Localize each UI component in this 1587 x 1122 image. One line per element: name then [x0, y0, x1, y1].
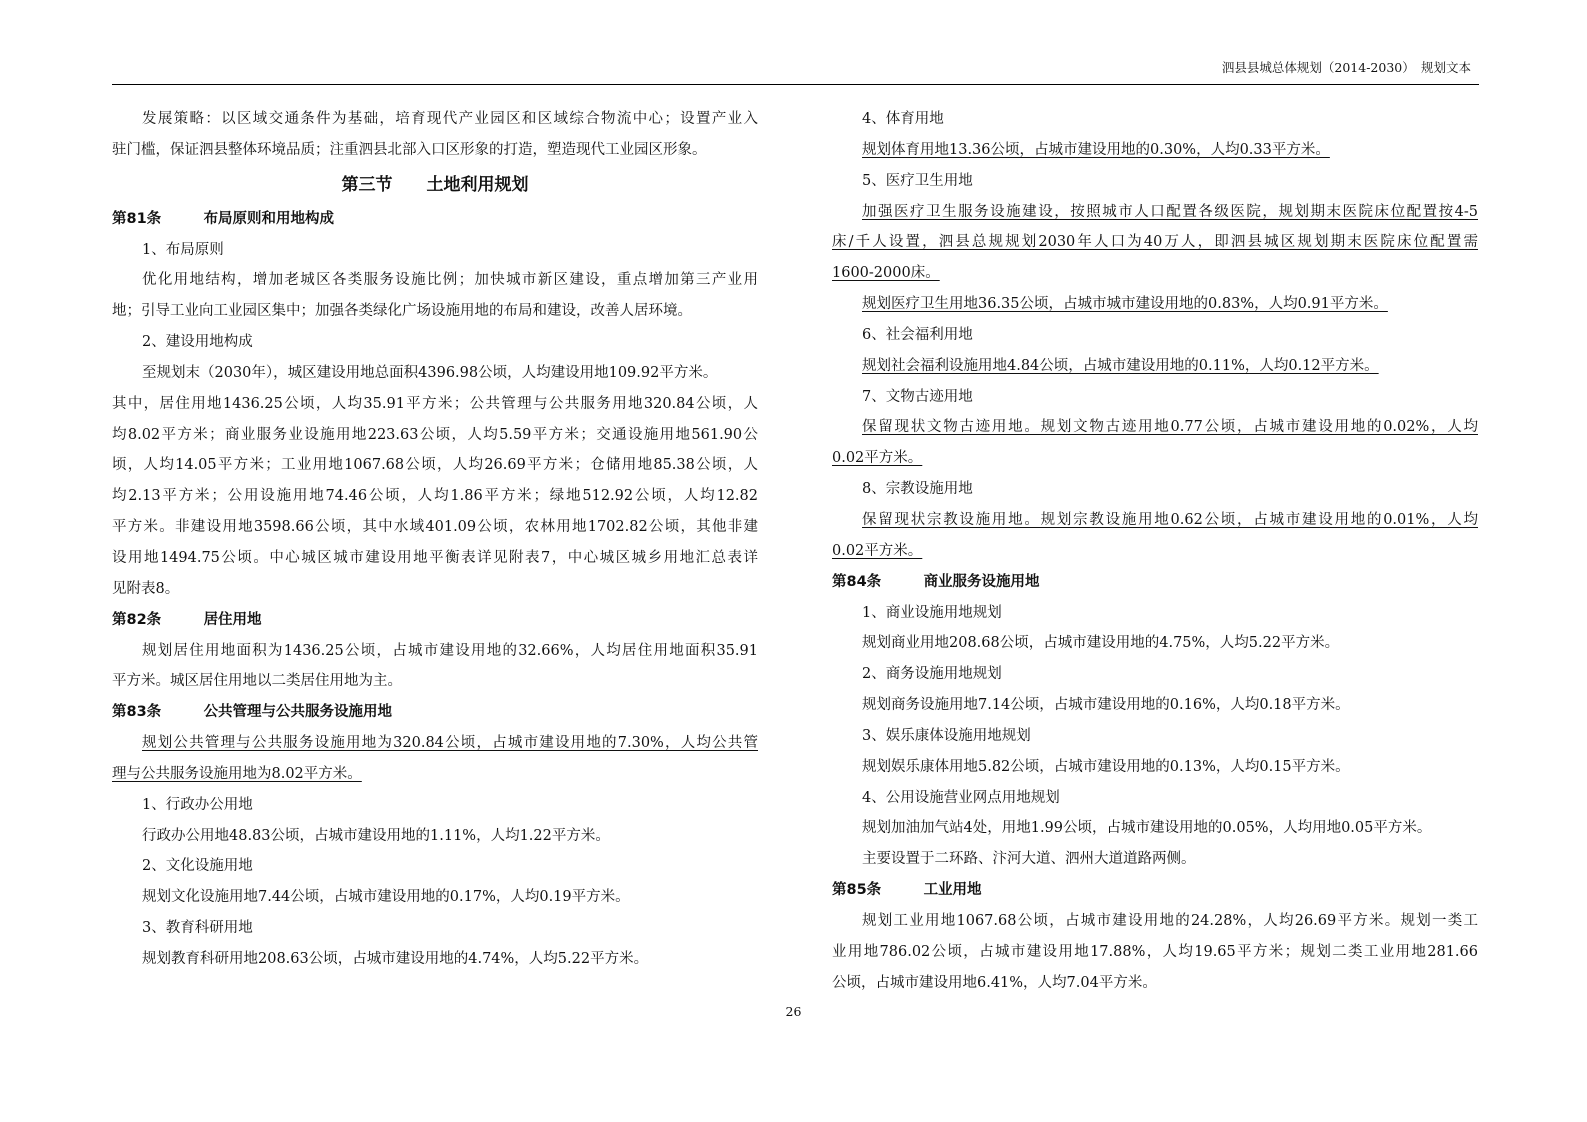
article-title: 公共管理与公共服务设施用地: [203, 704, 393, 721]
article-title: 布局原则和用地构成: [203, 210, 335, 227]
text-line-content: 规划公共管理与公共服务设施用地为320.84公顷，占城市建设用地的7.30%，人均公共管: [142, 735, 758, 752]
text-line: [832, 505, 1478, 536]
text-line-content: 驻门槛，保证泗县整体环境品质；注重泗县北部入口区形象的打造，塑造现代工业园区形象。: [112, 141, 707, 158]
text-line: [832, 382, 1478, 413]
article-number: 第83条: [112, 704, 162, 721]
text-line-content: 至规划末（2030年），城区建设用地总面积4396.98公顷，人均建设用地109.92平方米。: [142, 364, 718, 381]
text-line: [832, 320, 1478, 351]
text-line: [112, 882, 758, 913]
text-line-content: 顷，人均14.05平方米；工业用地1067.68公顷，人均26.69平方米；仓储用地85.38公顷，人: [112, 457, 758, 474]
text-line: [832, 659, 1478, 690]
text-line: [112, 135, 758, 166]
text-line: [832, 690, 1478, 721]
text-line-content: 0.02平方米。: [832, 542, 923, 559]
page-number: 26: [785, 1004, 802, 1019]
text-line-content: 1、行政办公用地: [142, 796, 253, 813]
text-line-content: 4、公用设施营业网点用地规划: [862, 789, 1060, 806]
left-column: [112, 104, 758, 975]
text-line: [112, 851, 758, 882]
text-line-content: 其中，居住用地1436.25公顷，人均35.91平方米；公共管理与公共服务用地320.84公顷，人: [112, 395, 758, 412]
text-line-content: 规划加油加气站4处，用地1.99公顷，占城市建设用地的0.05%，人均用地0.05平方米。: [862, 820, 1432, 837]
page-header: [112, 52, 1479, 85]
text-line-content: 发展策略：以区域交通条件为基础，培育现代产业园区和区域综合物流中心；设置产业入: [142, 111, 758, 127]
text-line-content: 3、娱乐康体设施用地规划: [862, 727, 1031, 744]
text-line-content: 1、商业设施用地规划: [862, 604, 1002, 621]
text-line: [832, 258, 1478, 289]
text-line-content: 平方米。城区居住用地以二类居住用地为主。: [112, 673, 402, 690]
text-line: [832, 844, 1478, 875]
header-title: 泗县县城总体规划（2014-2030） 规划文本: [1221, 60, 1471, 75]
text-line-content: 设用地1494.75公顷。中心城区城市建设用地平衡表详见附表7，中心城区城乡用地汇总表详: [112, 549, 758, 566]
text-line: [112, 728, 758, 759]
text-line-content: 规划居住用地面积为1436.25公顷，占城市建设用地的32.66%，人均居住用地面积35.91: [142, 642, 758, 659]
text-line: [832, 135, 1478, 166]
article-number: 第84条: [832, 573, 882, 590]
article-title: 商业服务设施用地: [923, 573, 1040, 590]
text-line-content: 理与公共服务设施用地为8.02平方米。: [112, 765, 362, 782]
article-heading: [832, 875, 1478, 906]
text-line-content: 地；引导工业向工业园区集中；加强各类绿化广场设施用地的布局和建设，改善人居环境。: [112, 303, 692, 320]
text-line: [832, 536, 1478, 567]
text-line-content: 1600-2000床。: [832, 265, 940, 282]
text-line: [112, 821, 758, 852]
text-line-content: 规划社会福利设施用地4.84公顷，占城市建设用地的0.11%，人均0.12平方米。: [862, 357, 1379, 374]
text-line-content: 均8.02平方米；商业服务业设施用地223.63公顷，人均5.59平方米；交通设施用地561.90公: [112, 426, 758, 443]
text-line: [832, 443, 1478, 474]
section-title: 第三节 土地利用规划: [341, 174, 529, 195]
text-line: [112, 358, 758, 389]
text-line-content: 规划工业用地1067.68公顷，占城市建设用地的24.28%，人均26.69平方米。规划一类工: [862, 912, 1478, 929]
text-line: [832, 104, 1478, 135]
text-line-content: 均2.13平方米；公用设施用地74.46公顷，人均1.86平方米；绿地512.92公顷，人均12.82: [112, 488, 758, 505]
text-line-content: 优化用地结构，增加老城区各类服务设施比例；加快城市新区建设，重点增加第三产业用: [142, 272, 758, 289]
text-line-content: 规划体育用地13.36公顷，占城市建设用地的0.30%，人均0.33平方米。: [862, 141, 1330, 158]
text-line-content: 公顷，占城市建设用地6.41%，人均7.04平方米。: [832, 974, 1157, 991]
text-line: [112, 543, 758, 574]
text-line: [112, 265, 758, 296]
text-line: [832, 813, 1478, 844]
article-number: 第81条: [112, 210, 162, 227]
text-line-content: 4、体育用地: [862, 111, 944, 127]
right-column: [832, 104, 1478, 998]
text-line-content: 业用地786.02公顷，占城市建设用地17.88%，人均19.65平方米；规划二类工业用地281.66: [832, 943, 1478, 960]
text-line: [832, 474, 1478, 505]
text-line-content: 2、建设用地构成: [142, 334, 253, 351]
text-line: [832, 598, 1478, 629]
text-line: [832, 783, 1478, 814]
text-line: [832, 289, 1478, 320]
text-line-content: 2、文化设施用地: [142, 858, 253, 875]
text-line: [112, 759, 758, 790]
text-line-content: 保留现状宗教设施用地。规划宗教设施用地0.62公顷，占城市建设用地的0.01%，人均: [862, 511, 1478, 528]
text-line-content: 保留现状文物古迹用地。规划文物古迹用地0.77公顷，占城市建设用地的0.02%，人均: [862, 419, 1478, 436]
text-line-content: 6、社会福利用地: [862, 326, 973, 343]
text-line: [112, 104, 758, 135]
article-heading: [112, 605, 758, 636]
text-line-content: 加强医疗卫生服务设施建设，按照城市人口配置各级医院，规划期末医院床位配置按4-5: [862, 203, 1478, 220]
text-line: [112, 420, 758, 451]
text-line-content: 规划医疗卫生用地36.35公顷，占城市城市建设用地的0.83%，人均0.91平方米。: [862, 296, 1388, 313]
text-line: [832, 968, 1478, 999]
article-heading: [112, 697, 758, 728]
text-line-content: 3、教育科研用地: [142, 920, 253, 937]
text-line: [112, 913, 758, 944]
article-number: 第85条: [832, 882, 882, 899]
text-line: [112, 296, 758, 327]
text-line: [832, 227, 1478, 258]
text-line-content: 规划娱乐康体用地5.82公顷，占城市建设用地的0.13%，人均0.15平方米。: [862, 758, 1350, 775]
text-line-content: 床/千人设置，泗县总规规划2030年人口为40万人，即泗县城区规划期末医院床位配置需: [832, 234, 1478, 251]
text-line: [112, 481, 758, 512]
text-line: [832, 197, 1478, 228]
text-line-content: 规划教育科研用地208.63公顷，占城市建设用地的4.74%，人均5.22平方米。: [142, 950, 649, 967]
text-line-content: 主要设置于二环路、汴河大道、泗州大道道路两侧。: [862, 851, 1196, 868]
text-line-content: 2、商务设施用地规划: [862, 666, 1002, 683]
text-line-content: 规划商业用地208.68公顷，占城市建设用地的4.75%，人均5.22平方米。: [862, 635, 1340, 652]
text-line: [832, 721, 1478, 752]
text-line: [112, 235, 758, 266]
article-title: 工业用地: [923, 882, 982, 899]
text-line: [112, 636, 758, 667]
text-line: [112, 790, 758, 821]
text-line-content: 平方米。非建设用地3598.66公顷，其中水域401.09公顷，农林用地1702.82公顷，其他非建: [112, 519, 758, 536]
text-line: [112, 666, 758, 697]
text-line: [112, 450, 758, 481]
text-line: [112, 944, 758, 975]
text-line: [832, 628, 1478, 659]
article-heading: [832, 567, 1478, 598]
text-line-content: 规划商务设施用地7.14公顷，占城市建设用地的0.16%，人均0.18平方米。: [862, 697, 1350, 714]
article-title: 居住用地: [203, 611, 262, 628]
text-line-content: 8、宗教设施用地: [862, 481, 973, 498]
text-line-content: 1、布局原则: [142, 241, 224, 258]
text-line: [112, 389, 758, 420]
text-line-content: 7、文物古迹用地: [862, 388, 973, 405]
text-line-content: 见附表8。: [112, 580, 180, 597]
text-line: [832, 752, 1478, 783]
text-line: [832, 906, 1478, 937]
text-line: [832, 937, 1478, 968]
article-number: 第82条: [112, 611, 162, 628]
text-line: [112, 327, 758, 358]
text-line: [112, 574, 758, 605]
text-line: [112, 512, 758, 543]
article-heading: [112, 204, 758, 235]
text-line-content: 行政办公用地48.83公顷，占城市建设用地的1.11%，人均1.22平方米。: [142, 827, 610, 844]
text-line: [832, 166, 1478, 197]
text-line-content: 0.02平方米。: [832, 450, 923, 467]
text-line-content: 5、医疗卫生用地: [862, 172, 973, 189]
text-line-content: 规划文化设施用地7.44公顷，占城市建设用地的0.17%，人均0.19平方米。: [142, 889, 630, 906]
text-line: [832, 412, 1478, 443]
text-line: [832, 351, 1478, 382]
